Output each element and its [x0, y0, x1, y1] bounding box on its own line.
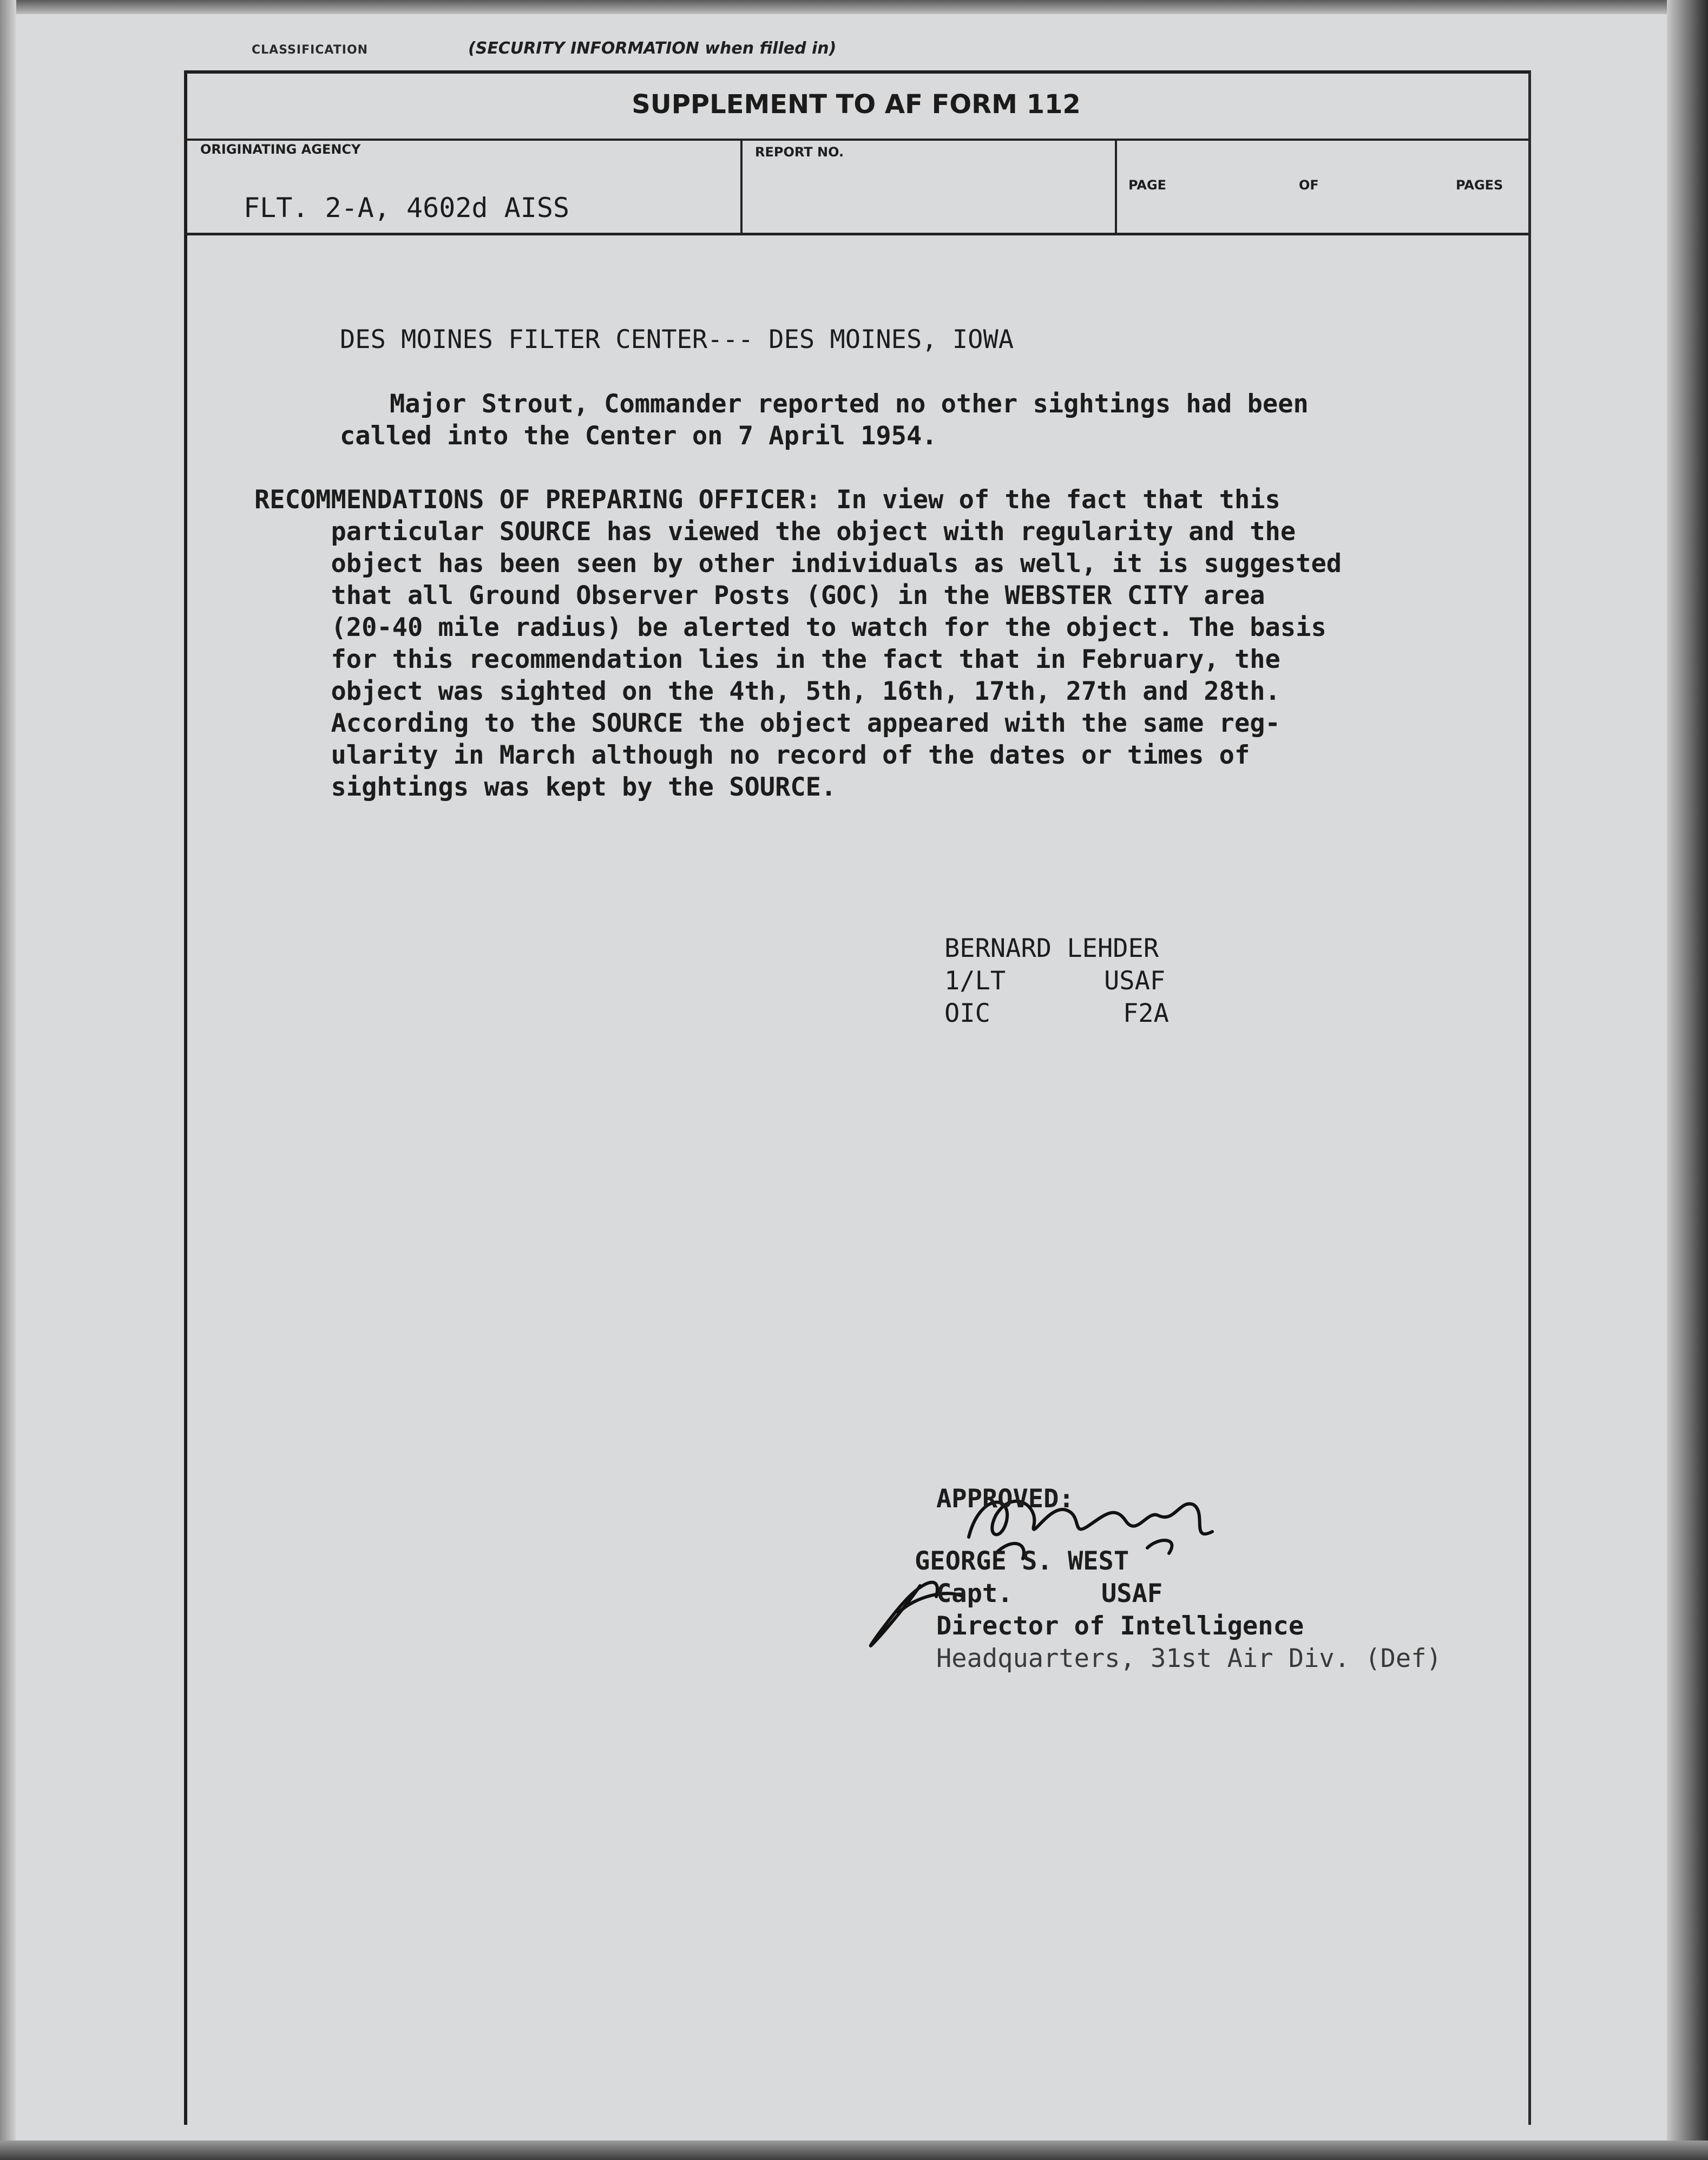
- filter-center-heading: DES MOINES FILTER CENTER--- DES MOINES, IOWA: [340, 325, 1014, 354]
- recommendations-line-5: (20-40 mile radius) be alerted to watch for the object. The basis: [254, 613, 1326, 642]
- strout-report-line-2: called into the Center on 7 April 1954.: [340, 421, 937, 451]
- originating-agency-value: FLT. 2-A, 4602d AISS: [244, 192, 570, 224]
- header-divider-agency: [740, 140, 743, 234]
- scan-edge-top: [0, 0, 1708, 14]
- header-divider-report: [1115, 140, 1117, 234]
- recommendations-line-6: for this recommendation lies in the fact that in February, the: [254, 645, 1280, 674]
- recommendations-line-9: ularity in March although no record of the dates or times of: [254, 740, 1250, 770]
- page-label: PAGE: [1128, 178, 1167, 193]
- report-no-label: REPORT NO.: [755, 145, 844, 160]
- originating-agency-label: ORIGINATING AGENCY: [200, 142, 361, 157]
- recommendations-line-1: RECOMMENDATIONS OF PREPARING OFFICER: In view of the fact that this: [254, 485, 1280, 515]
- scan-edge-bottom: [0, 2141, 1708, 2160]
- scan-edge-right: [1667, 0, 1708, 2160]
- header-divider-top: [184, 139, 1528, 141]
- classification-label: CLASSIFICATION: [252, 43, 369, 57]
- approver-title: Director of Intelligence: [936, 1611, 1304, 1641]
- form-title: SUPPLEMENT TO AF FORM 112: [632, 89, 1081, 120]
- preparer-unit: F2A: [1123, 999, 1169, 1028]
- recommendations-line-7: object was sighted on the 4th, 5th, 16th, 17th, 27th and 28th.: [254, 677, 1280, 706]
- of-label: OF: [1299, 178, 1319, 193]
- recommendations-line-3: object has been seen by other individuals as well, it is suggested: [254, 549, 1342, 579]
- approved-label: APPROVED:: [936, 1484, 1074, 1514]
- approver-organization: Headquarters, 31st Air Div. (Def): [936, 1644, 1442, 1673]
- strout-report-line-1: Major Strout, Commander reported no other sightings had been: [390, 389, 1309, 419]
- preparer-role: OIC: [944, 999, 990, 1028]
- approver-service: USAF: [1101, 1579, 1163, 1608]
- pages-label: PAGES: [1456, 178, 1503, 193]
- preparer-rank: 1/LT: [944, 966, 1006, 996]
- form-frame: [184, 70, 1531, 2125]
- approver-rank: Capt.: [936, 1579, 1013, 1608]
- preparer-service: USAF: [1104, 966, 1166, 996]
- security-note: (SECURITY INFORMATION when filled in): [468, 39, 837, 58]
- approver-name: GEORGE S. WEST: [915, 1546, 1129, 1576]
- preparer-name: BERNARD LEHDER: [944, 934, 1159, 963]
- recommendations-line-8: According to the SOURCE the object appeared with the same reg-: [254, 708, 1280, 738]
- recommendations-line-2: particular SOURCE has viewed the object with regularity and the: [254, 517, 1296, 547]
- scan-edge-left: [0, 0, 16, 2160]
- recommendations-line-4: that all Ground Observer Posts (GOC) in the WEBSTER CITY area: [254, 581, 1265, 610]
- header-divider-bottom: [184, 233, 1528, 235]
- recommendations-line-10: sightings was kept by the SOURCE.: [254, 772, 837, 802]
